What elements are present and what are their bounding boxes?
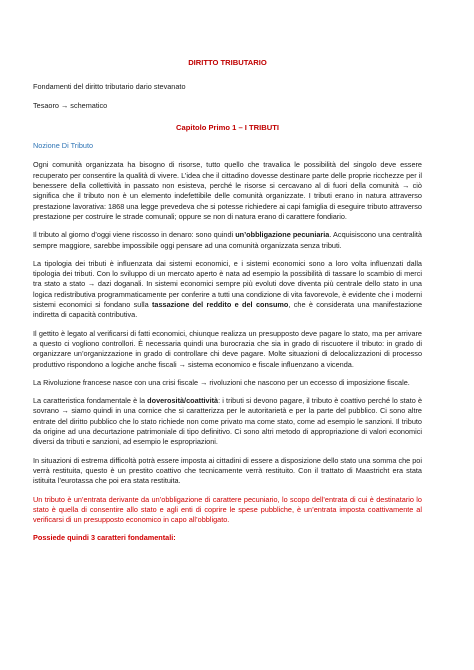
- section-heading: Nozione Di Tributo: [33, 141, 94, 151]
- study-note: Tesaoro → schematico: [33, 100, 108, 110]
- definition-paragraph: Un tributo è un’entrata derivante da un’obbligazione di carattere pecuniario, lo scopo dell’entrata di cui è destinatario lo stato è quella di consentire allo stato e agli enti di coprire le spese pubbliche, è un’entrata imposta coattivamente al verificarsi di un presupposto economico in capo all’obbligato.: [33, 494, 422, 525]
- paragraph-2-bold: un’obbligazione pecuniaria: [235, 230, 330, 240]
- paragraph-5: La Rivoluzione francese nasce con una crisi fiscale → rivoluzioni che nascono per un eccesso di imposizione fiscale.: [33, 377, 410, 387]
- paragraph-3-text-c: , che è considerata una manifestazione indiretta di capacità contributiva.: [33, 300, 422, 320]
- paragraph-6-bold: doverosità/coattività: [147, 396, 219, 406]
- characteristics-intro: Possiede quindi 3 caratteri fondamentali:: [33, 533, 176, 543]
- paragraph-4: Il gettito è legato al verificarsi di fatti economici, chiunque realizza un presupposto deve pagare lo stato, ma per arrivare a questo ci vogliono controllori. È necessaria quindi una burocrazia che sia in grado di riscuotere il tributo: in grado di organizzare un’organizzazione in grado di controllare chi deve pagare. Molte situazioni di delocalizzazioni di processo produttivo rispondono a logiche anche fiscali → sistema economico e fiscale influenzano a vicenda.: [33, 328, 422, 369]
- paragraph-2-text-a: Il tributo al giorno d’oggi viene riscosso in denaro: sono quindi: [33, 230, 236, 240]
- paragraph-2-text-c: . Acquisiscono una centralità sempre maggiore, sarebbe impossibile oggi pensare ad una comunità organizzata senza tributi.: [33, 230, 422, 250]
- paragraph-3: [33, 259, 422, 321]
- paragraph-6: [33, 396, 422, 447]
- book-reference: Fondamenti del diritto tributario dario stevanato: [33, 82, 186, 92]
- paragraph-2: [33, 230, 422, 251]
- chapter-heading: Capitolo Primo 1 – I TRIBUTI: [176, 122, 279, 132]
- paragraph-6-text-a: La caratteristica fondamentale è la: [33, 396, 148, 406]
- paragraph-3-bold: tassazione del reddito e del consumo: [151, 300, 289, 310]
- paragraph-1: Ogni comunità organizzata ha bisogno di risorse, tutto quello che travalica le possibilità del singolo deve essere recuperato per consentire la qualità di vivere. L’idea che il cittadino dovesse destinare parte delle proprie ricchezze per il benessere della collettività in passato non esisteva, perché le risorse si cercavano al di fuori della comunità → ciò significa che il tributo non è un elemento indefettibile delle comunità organizzate. I tributi erano in natura attraverso prestazione lavorativa: 1868 una legge prevedeva che si potesse richiedere ai capi famiglia di eseguire tributo attraverso prestazione per costruire le strade comunali; oppure se non di natura erano di carattere fondiario.: [33, 160, 422, 221]
- paragraph-3-text-a: La tipologia dei tributi è influenzata dai sistemi economici, e i sistemi economici sono a loro volta influenzati dalla tipologia dei tributi. Con lo sviluppo di un mercato aperto è nata ad esempio la possibilità di tassare lo scambio di merci tra stato a stato → dazi doganali. In sistemi economici sempre più evoluti dove diventa più centrale dello stato in una logica redistributiva programmaticamente per conferire a tutti una condizione di vita favorevole, è evidente che i moderni sistemi economici si fondano sulla: [33, 258, 422, 310]
- paragraph-6-text-c: : i tributi si devono pagare, il tributo è coattivo perché lo stato è sovrano → siamo quindi in una cornice che si caratterizza per le autoritarietà e per la parte del pubblico. Ci sono altre entrate del diritto pubblico che lo stato richiede non come privato ma come stato, come ad esempio le sanzioni. Il tributo da origine ad una decurtazione patrimoniale di tipo definitivo. Ci sono altri metodo di appropriazione di valori economici diversi da tributi e sanzioni, ad esempio le espropriazioni.: [33, 396, 423, 447]
- paragraph-7: In situazioni di estrema difficoltà potrà essere imposta ai cittadini di essere a disposizione dello stato una somma che poi verrà restituita, questo è un prestito coattivo che tecnicamente verrà restituito. Con il trattato di Maastricht era stata istituita l’eurotassa che poi era stata restituita.: [33, 455, 422, 486]
- document-title: DIRITTO TRIBUTARIO: [188, 58, 267, 67]
